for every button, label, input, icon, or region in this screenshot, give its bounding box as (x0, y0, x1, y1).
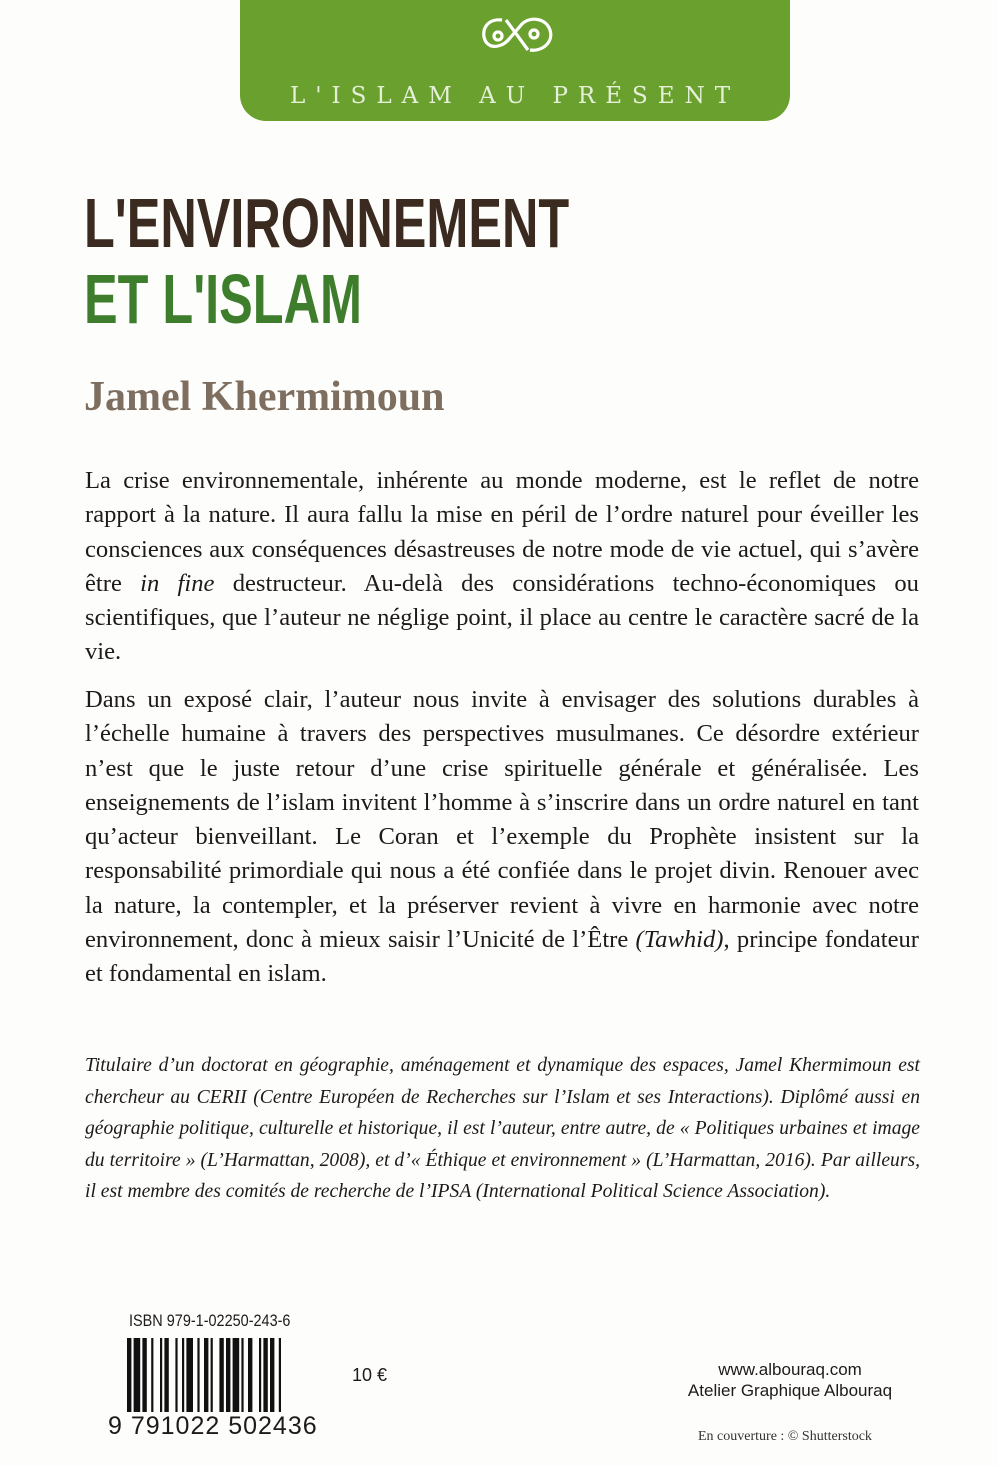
barcode-bar (233, 1338, 240, 1412)
barcode-bar (279, 1338, 281, 1420)
isbn: ISBN 979-1-02250-243-6 (129, 1311, 291, 1330)
text: destructeur. Au-delà des considérations techno-économiques ou scientifiques, que l’auteur ne néglige point, il place au centre le caractère sacré de la vie. (85, 569, 919, 666)
barcode-bar (151, 1338, 153, 1412)
price: 10 € (352, 1365, 388, 1385)
barcode-bar (226, 1338, 230, 1412)
barcode-bar (270, 1338, 274, 1412)
book-title-line2: ET L'ISLAM (84, 260, 362, 338)
series-name: L'ISLAM AU PRÉSENT (289, 83, 741, 109)
publisher-logo-icon (476, 12, 556, 58)
italic-text: (Tawhid) (635, 926, 724, 954)
barcode-bar (248, 1338, 252, 1412)
series-banner (240, 0, 790, 121)
barcode-bar (211, 1338, 213, 1412)
publisher-name: Atelier Graphique Albouraq (687, 1381, 893, 1400)
barcode-bar (219, 1338, 223, 1412)
barcode-bar (259, 1338, 261, 1412)
barcode-bar (204, 1338, 208, 1412)
book-title-line1: L'ENVIRONNEMENT (84, 184, 570, 262)
barcode-bar (160, 1338, 162, 1412)
description-paragraph-2 (85, 683, 919, 992)
barcode-bar (182, 1338, 184, 1412)
barcode-bar (127, 1338, 131, 1420)
italic-text: in fine (140, 569, 215, 597)
barcode-bar (263, 1338, 267, 1412)
barcode-bar (134, 1338, 141, 1420)
publisher-website: www.albouraq.com (718, 1360, 862, 1379)
barcode-bar (197, 1338, 199, 1412)
text: , principe fondateur et fondamental en islam. (85, 926, 919, 988)
barcode-bar (175, 1338, 177, 1412)
text: La crise environnementale, inhérente au monde moderne, est le reflet de notre rapport à la nature. Il aura fallu la mise en péril de l’ordre naturel pour éveiller les consciences aux conséquences désastreuses de notre mode de vie actuel, qui s’avère être (85, 467, 919, 597)
cover-credit: En couverture : © Shutterstock (698, 1429, 872, 1444)
text: Dans un exposé clair, l’auteur nous invite à envisager des solutions durables à l’échelle humaine à travers des perspectives musulmanes. Ce désordre extérieur n’est que le juste retour d’une crise spirituelle générale et généralisée. Les enseignements de l’islam invitent l’homme à s’inscrire dans un ordre naturel en tant qu’acteur bienveillant. Le Coran et l’exemple du Prophète insistent sur la responsabilité primordiale qui nous a été confiée dans le projet divin. Renouer avec la nature, la contempler, et la préserver revient à vivre en harmonie avec notre environnement, donc à mieux saisir l’Unicité de l’Être (85, 686, 919, 954)
author-name: Jamel Khermimoun (84, 374, 445, 420)
barcode-bar (164, 1338, 168, 1412)
barcode-bar (186, 1338, 193, 1412)
barcode (127, 1338, 323, 1420)
barcode-number: 9 791022 502436 (108, 1412, 318, 1440)
barcode-bar (142, 1338, 146, 1412)
barcode-bar (241, 1338, 243, 1412)
publisher-info (660, 1359, 920, 1401)
author-bio: Titulaire d’un doctorat en géographie, aménagement et dynamique des espaces, Jamel Khermimoun est chercheur au CERII (Centre Européen de Recherches sur l’Islam et ses Interactions). Diplômé aussi en géographie politique, culturelle et historique, il est l’auteur, entre autre, de « Politiques urbaines et image du territoire » (L’Harmattan, 2008), et d’« Éthique et environnement » (L’Harmattan, 2016). Par ailleurs, il est membre des comités de recherche de l’IPSA (International Political Science Association). (85, 1055, 920, 1202)
description-paragraph-1 (85, 464, 919, 670)
